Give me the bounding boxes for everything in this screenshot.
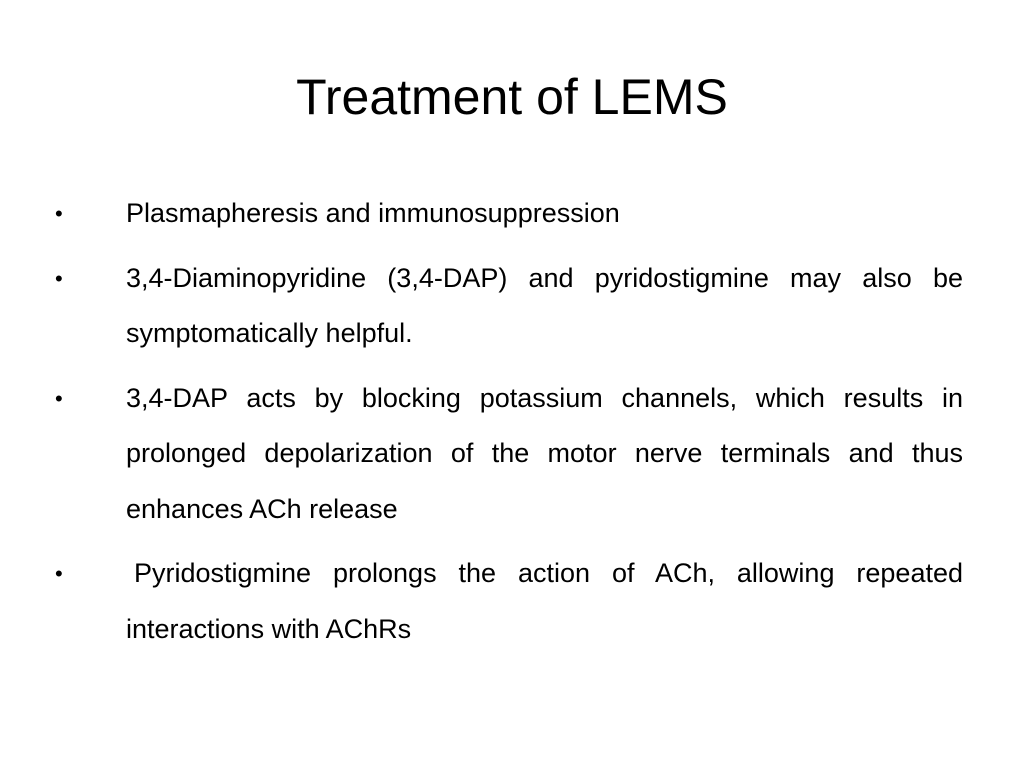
bullet-item [55,186,963,242]
bullet-icon: • [55,385,63,411]
bullet-text: Plasmapheresis and immunosuppression [126,198,620,228]
bullet-item [55,371,963,538]
bullet-text: 3,4-Diaminopyridine (3,4-DAP) and pyridostigmine may also be symptomatically helpful. [126,262,963,348]
bullet-list [55,186,963,666]
bullet-icon: • [55,561,63,586]
bullet-item [55,546,963,657]
slide-title: Treatment of LEMS [296,69,728,125]
bullet-text: 3,4-DAP acts by blocking potassium channels, which results in prolonged depolarization of the motor nerve terminals and thus enhances ACh release [126,382,963,524]
bullet-text: Pyridostigmine prolongs the action of ACh, allowing repeated interactions with AChRs [126,558,963,644]
bullet-icon: • [55,265,63,291]
bullet-item [55,251,963,362]
bullet-icon: • [55,201,63,226]
